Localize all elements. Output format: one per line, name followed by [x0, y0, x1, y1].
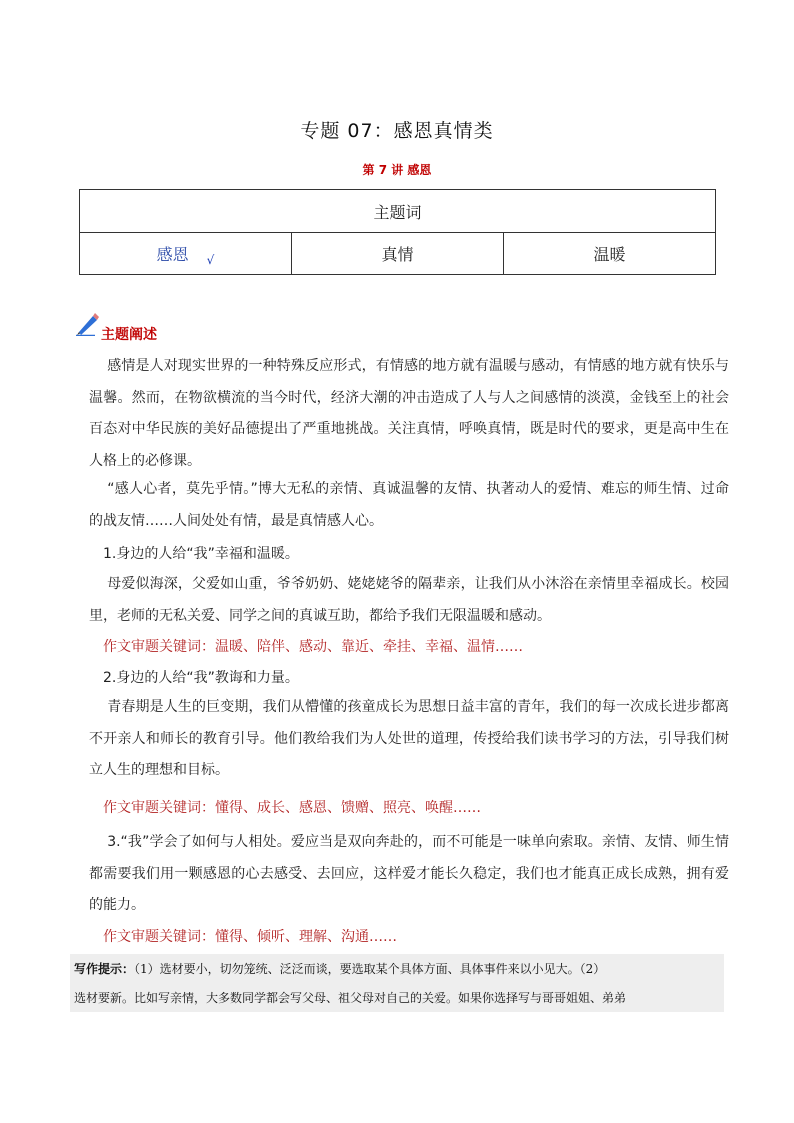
page-title: 专题 07：感恩真情类 — [300, 120, 494, 142]
theme-word-cell — [80, 233, 292, 275]
paragraph-intro: 感情是人对现实世界的一种特殊反应形式，有情感的地方就有温暖与感动，有情感的地方就有快乐与温馨。然而，在物欲横流的当今时代，经济大潮的冲击造成了人与人之间感情的淡漠，金钱至上的社会百态对中华民族的美好品德提出了严重地挑战。关注真情，呼唤真情，既是时代的要求，更是高中生在人格上的必修课。 — [89, 358, 729, 469]
theme-words-table — [79, 189, 716, 275]
theme-table-heading: 主题词 — [80, 190, 716, 233]
theme-word-gratitude: 感恩 — [156, 245, 189, 264]
theme-word-sincerity: 真情 — [381, 245, 414, 264]
item2-body: 青春期是人生的巨变期，我们从懵懂的孩童成长为思想日益丰富的青年，我们的每一次成长进步都离不开亲人和师长的教育引导。他们教给我们为人处世的道理，传授给我们读书学习的方法，引导我们树立人生的理想和目标。 — [89, 699, 729, 778]
check-mark-icon: √ — [206, 253, 215, 267]
item1-keywords: 作文审题关键词：温暖、陪伴、感动、靠近、牵挂、幸福、温情…… — [103, 639, 523, 655]
writing-tip-box — [70, 954, 724, 1012]
theme-word-cell — [292, 233, 504, 275]
theme-word-cell — [504, 233, 716, 275]
item3-keywords: 作文审题关键词：懂得、倾听、理解、沟通…… — [103, 929, 397, 945]
item1-title: 1.身边的人给“我”幸福和温暖。 — [103, 546, 299, 562]
tip-label: 写作提示： — [74, 962, 135, 976]
item2-keywords: 作文审题关键词：懂得、成长、感恩、馈赠、照亮、唤醒…… — [103, 800, 481, 816]
paragraph-quote: “感人心者，莫先乎情。”博大无私的亲情、真诚温馨的友情、执著动人的爱情、难忘的师生情、过命的战友情……人间处处有情，最是真情感人心。 — [89, 481, 729, 529]
item3-body: 3.“我”学会了如何与人相处。爱应当是双向奔赴的，而不可能是一味单向索取。亲情、友情、师生情都需要我们用一颗感恩的心去感受、去回应，这样爱才能长久稳定，我们也才能真正成长成熟，拥有爱的能力。 — [89, 834, 729, 913]
item1-body: 母爱似海深，父爱如山重，爷爷奶奶、姥姥姥爷的隔辈亲，让我们从小沐浴在亲情里幸福成长。校园里，老师的无私关爱、同学之间的真诚互助，都给予我们无限温暖和感动。 — [89, 576, 729, 624]
section-label: 主题阐述 — [101, 327, 157, 343]
lecture-subtitle: 第 7 讲 感恩 — [362, 163, 432, 177]
pencil-icon — [73, 310, 99, 336]
theme-word-warmth: 温暖 — [593, 245, 626, 264]
tip-line-2: 选材要新。比如写亲情，大多数同学都会写父母、祖父母对自己的关爱。如果你选择写与哥哥姐姐、弟弟 — [74, 991, 627, 1005]
tip-line-1: 写作提示：（1）选材要小，切勿笼统、泛泛而谈，要选取某个具体方面、具体事件来以小见大。（2） — [74, 962, 606, 976]
item2-title: 2.身边的人给“我”教诲和力量。 — [103, 670, 299, 686]
